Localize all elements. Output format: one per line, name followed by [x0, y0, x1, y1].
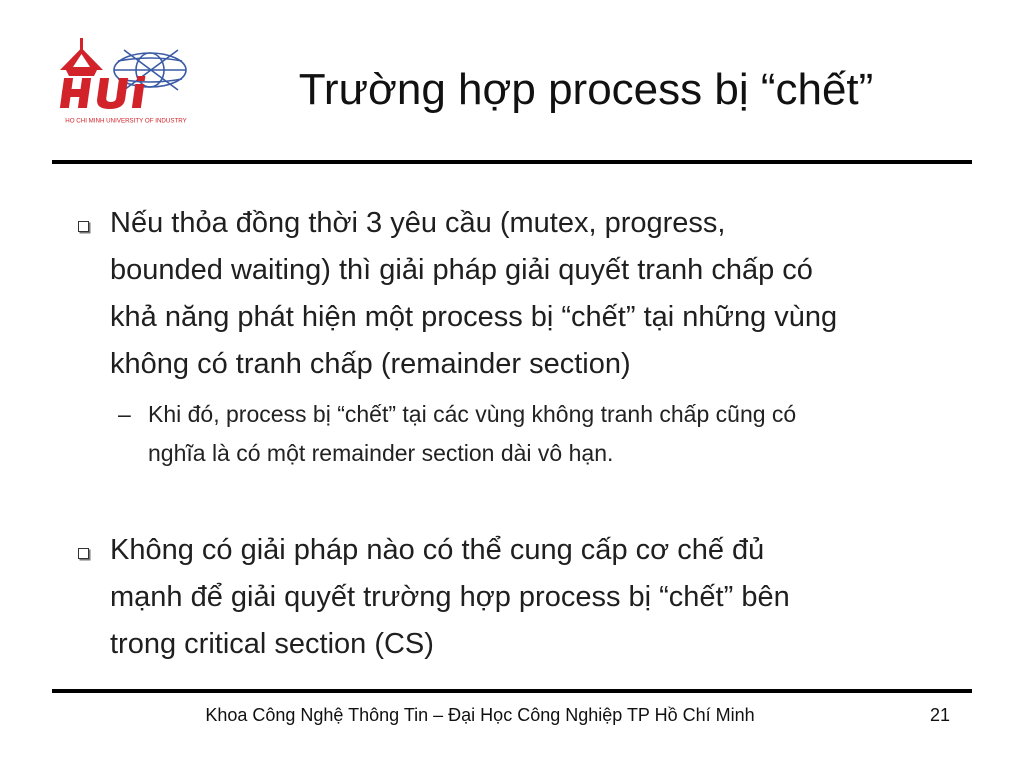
hui-logo — [54, 36, 198, 130]
title-divider — [52, 160, 972, 164]
square-bullet-icon — [78, 548, 89, 559]
hui-logo-graphic — [54, 36, 198, 130]
dash-bullet-icon: – — [118, 401, 131, 427]
footer-divider — [52, 689, 972, 693]
sub-bullet-item-1 — [118, 395, 958, 473]
sub-bullet-text-1: Khi đó, process bị “chết” tại các vùng không tranh chấp cũng có nghĩa là có một remainder section dài vô hạn. — [148, 401, 797, 466]
page-number: 21 — [930, 705, 951, 725]
footer-text: Khoa Công Nghệ Thông Tin – Đại Học Công Nghiệp TP Hồ Chí Minh — [205, 705, 755, 725]
bullet-text-2: Không có giải pháp nào có thể cung cấp cơ chế đủ mạnh để giải quyết trường hợp process bị “chết” bên trong critical section (CS) — [110, 534, 790, 660]
bullet-item-2 — [76, 527, 956, 668]
logo-caption: HO CHI MINH UNIVERSITY OF INDUSTRY — [65, 117, 187, 125]
slide-title: Trường hợp process bị “chết” — [298, 65, 874, 114]
bullet-text-1: Nếu thỏa đồng thời 3 yêu cầu (mutex, progress, bounded waiting) thì giải pháp giải quyết tranh chấp có khả năng phát hiện một process bị “chết” tại những vùng không có tranh chấp (remainder section) — [110, 207, 838, 380]
bullet-item-1 — [76, 200, 956, 388]
square-bullet-icon — [78, 221, 89, 232]
